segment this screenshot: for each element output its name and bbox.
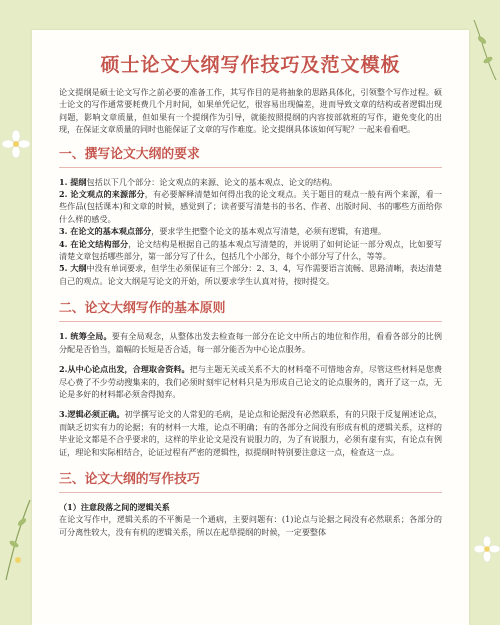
- list-item: 3.逻辑必须正确。初学撰写论文的人常犯的毛病，是论点和论据没有必然联系，有的只限于反复阐述论点，而缺乏切实有力的论据；有的材料一大堆，论点不明确；有的各部分之间没有形成有机的逻辑关系，这样的毕业论文都是不合乎要求的，这样的毕业论文是没有说服力的，为了有说服力，必须有虚有实，有论点有例证，理论和实际相结合，论证过程有严密的逻辑性，拟提纲时特别要注意这一点，检查这一点。: [59, 409, 442, 457]
- intro-paragraph: 论文提纲是硕士论文写作之前必要的准备工作，其写作目的是将抽象的思路具体化，引领整个写作过程。硕士论文的写作通常要耗费几个月时间，如果单凭记忆，很容易出现偏差，进而导致文章的结构或者逻辑出现问题，影响文章质量，但如果有一个提纲作为引导，就能按照提纲的内容按部就班的写作，避免变化的出现，在保证文章质量的同时也能保证了文章的写作难度。论文提纲具体该如何写呢？一起来看看吧。: [59, 87, 442, 135]
- list-item: 2.从中心论点出发，合理取舍资料。把与主题无关或关系不大的材料毫不可惜地舍弃，尽管这些材料是您费尽心费了不少劳动搜集来的，我们必须时刻牢记材料只是为形成自己论文的论点服务的，离开了这一点，无论是多好的材料都必须舍得抛弃。: [59, 364, 442, 399]
- list-item: 在论文写作中，逻辑关系的不平衡是一个通病，主要问题有：(1)论点与论据之间没有必然联系；各部分的可分离性较大，没有有机的逻辑关系，所以在起草提纲的时候，一定要整体: [59, 514, 442, 537]
- section-1: [59, 147, 442, 288]
- flower-decoration-right: [474, 536, 500, 562]
- section-divider: [59, 167, 442, 168]
- list-item: 1. 统筹全局。要有全局观念，从整体出发去检查每一部分在论文中所占的地位和作用，看看各部分的比例分配是否恰当，篇幅的长短是否合适，每一部分能否为中心论点服务。: [59, 331, 442, 354]
- flower-decoration-left: [2, 130, 30, 158]
- list-item: 4. 在论文结构部分，论文结构是根据自己的基本观点写清楚的，并说明了如何论证一部分观点，比如要写清楚文章包括哪些部分，第一部分写了什么，包括几个小部分，每个小部分写了什么，等等。: [59, 238, 442, 262]
- list-item: 3. 在论文的基本观点部分，要求学生把整个论文的基本观点写清楚，必须有逻辑，有道理。: [59, 226, 386, 237]
- section-3: [59, 472, 442, 538]
- list-item: 1. 提纲包括以下几个部分：论文观点的来源、论文的基本观点、论文的结构。: [59, 176, 338, 187]
- branch-decoration-left: [0, 500, 36, 580]
- document-body: [59, 86, 442, 538]
- section-heading: 三、论文大纲的写作技巧: [59, 471, 200, 487]
- list-item: 5. 大纲中没有单词要求，但学生必须保证有三个部分：2、3、4，写作需要语言流畅、思路清晰，表达清楚自己的观点。论文大纲是写论文的开始，所以要求学生认真对待，按时提交。: [59, 263, 442, 286]
- section-2: [59, 301, 442, 458]
- document-title: 硕士论文大纲写作技巧及范文模板: [100, 54, 401, 76]
- section-divider: [59, 321, 442, 322]
- document-page: [32, 30, 469, 625]
- section-heading: 二、论文大纲写作的基本原则: [59, 301, 226, 317]
- leaf-decoration-right: [470, 20, 500, 80]
- list-item: 2. 论文观点的来源部分，有必要解释清楚如何得出我的论文观点。关于题目的观点一般有两个来源，看一些作品(包括课本)和文章的时候，感觉到了；读者要写清楚书的书名、作者、出版时间、书的哪些方面给你什么样的感受。: [59, 189, 442, 224]
- subheading: （1）注意段落之间的逻辑关系: [59, 501, 170, 512]
- section-divider: [59, 492, 442, 493]
- section-heading: 一、撰写论文大纲的要求: [59, 146, 200, 162]
